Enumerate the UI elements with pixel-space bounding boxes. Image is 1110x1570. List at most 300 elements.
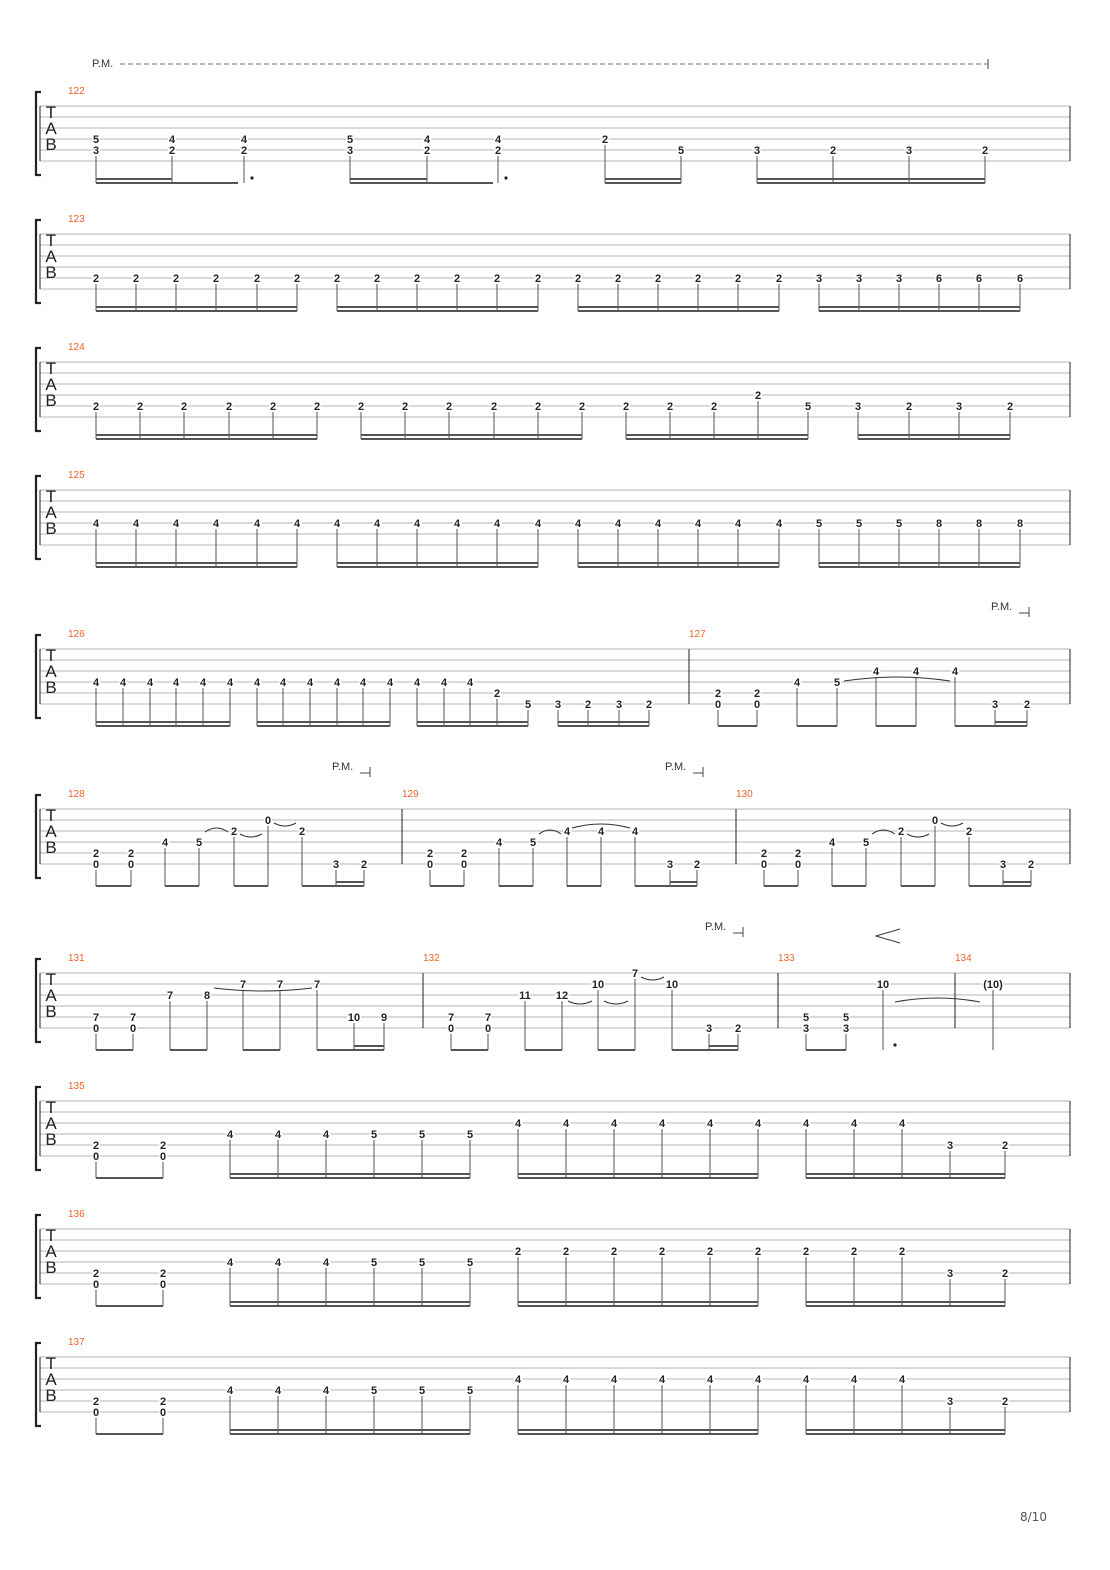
fret-number: 4 <box>951 666 959 678</box>
fret-number: 5 <box>529 837 537 849</box>
fret-number: (10) <box>983 979 1003 991</box>
tab-clef-letter: A <box>45 1242 57 1261</box>
fret-number: 4 <box>274 1129 282 1141</box>
tie-arc <box>240 834 262 837</box>
fret-number: 8 <box>935 518 943 530</box>
fret-number: 2 <box>490 401 498 413</box>
fret-number: 4 <box>453 518 461 530</box>
fret-number: 3 <box>991 699 999 711</box>
fret-number: 4 <box>119 677 127 689</box>
fret-number: 2 <box>1001 1140 1009 1152</box>
fret-number: 4 <box>322 1385 330 1397</box>
fret-number: 3 <box>802 1023 810 1035</box>
tab-clef-letter: B <box>45 1386 57 1405</box>
fret-number: 3 <box>895 273 903 285</box>
fret-number: 2 <box>240 145 248 157</box>
fret-number: 2 <box>92 401 100 413</box>
fret-number: 2 <box>333 273 341 285</box>
measure-number: 128 <box>68 789 85 800</box>
measure-number: 137 <box>68 1337 85 1348</box>
measure-number: 135 <box>68 1081 85 1092</box>
tie-arc <box>641 977 664 980</box>
fret-number: 2 <box>574 273 582 285</box>
fret-number: 4 <box>466 677 474 689</box>
fret-number: 2 <box>981 145 989 157</box>
fret-number: 2 <box>534 273 542 285</box>
fret-number: 4 <box>614 518 622 530</box>
fret-number: 2 <box>514 1246 522 1258</box>
fret-number: 2 <box>584 699 592 711</box>
measure-number: 127 <box>689 629 706 640</box>
fret-number: 4 <box>226 1129 234 1141</box>
tab-clef-letter: A <box>45 375 57 394</box>
tab-system <box>36 1209 1070 1306</box>
fret-number: 2 <box>710 401 718 413</box>
fret-number: 2 <box>313 401 321 413</box>
fret-number: 4 <box>146 677 154 689</box>
fret-number: 4 <box>132 518 140 530</box>
fret-number: 2 <box>180 401 188 413</box>
fret-number: 4 <box>333 677 341 689</box>
fret-number: 2 <box>829 145 837 157</box>
fret-number: 3 <box>332 859 340 871</box>
fret-number: 4 <box>253 518 261 530</box>
fret-number: 2 <box>802 1246 810 1258</box>
measure-number: 131 <box>68 953 85 964</box>
fret-number: 2 <box>172 273 180 285</box>
tab-clef-letter: A <box>45 822 57 841</box>
palm-mute-label: P.M. <box>991 601 1013 613</box>
fret-number: 2 <box>694 273 702 285</box>
tab-clef-letter: A <box>45 986 57 1005</box>
fret-number: 8 <box>1016 518 1024 530</box>
fret-number: 4 <box>226 1385 234 1397</box>
fret-number: 2 <box>754 390 762 402</box>
fret-number: 3 <box>666 859 674 871</box>
fret-number: 2 <box>1027 859 1035 871</box>
tab-system <box>36 342 1070 439</box>
fret-number: 7 <box>313 979 321 991</box>
fret-number: 0 <box>159 1279 167 1291</box>
fret-number: 2 <box>293 273 301 285</box>
fret-number: 4 <box>694 518 702 530</box>
tab-clef-letter: T <box>45 806 57 825</box>
fret-number: 7 <box>447 1012 455 1024</box>
measure-number: 132 <box>423 953 440 964</box>
tab-clef-letter: T <box>45 646 57 665</box>
fret-number: 4 <box>610 1374 618 1386</box>
fret-number: 0 <box>129 1023 137 1035</box>
fret-number: 4 <box>658 1374 666 1386</box>
fret-number: 10 <box>347 1012 361 1024</box>
fret-number: 4 <box>850 1374 858 1386</box>
fret-number: 6 <box>935 273 943 285</box>
tab-clef-letter: T <box>45 1354 57 1373</box>
fret-number: 3 <box>999 859 1007 871</box>
fret-number: 2 <box>413 273 421 285</box>
fret-number: 4 <box>495 837 503 849</box>
fret-number: 2 <box>658 1246 666 1258</box>
fret-number: 2 <box>445 401 453 413</box>
fret-number: 0 <box>159 1407 167 1419</box>
fret-number: 0 <box>92 1279 100 1291</box>
fret-number: 4 <box>333 518 341 530</box>
measure-number: 129 <box>402 789 419 800</box>
fret-number: 5 <box>370 1385 378 1397</box>
tie-arc <box>907 834 929 837</box>
fret-number: 0 <box>714 699 722 711</box>
fret-number: 4 <box>359 677 367 689</box>
fret-number: 2 <box>401 401 409 413</box>
fret-number: 3 <box>346 145 354 157</box>
tab-clef-letter: T <box>45 1098 57 1117</box>
tie-arc <box>844 677 950 681</box>
palm-mute-label: P.M. <box>665 761 687 773</box>
fret-number: 5 <box>815 518 823 530</box>
fret-number: 4 <box>322 1129 330 1141</box>
fret-number: 0 <box>92 859 100 871</box>
fret-number: 4 <box>199 677 207 689</box>
fret-number: 2 <box>92 1396 100 1408</box>
fret-number: 4 <box>240 134 248 146</box>
tab-system <box>36 1081 1070 1178</box>
fret-number: 2 <box>423 145 431 157</box>
fret-number: 4 <box>161 837 169 849</box>
fret-number: 2 <box>269 401 277 413</box>
fret-number: 3 <box>753 145 761 157</box>
fret-number: 4 <box>610 1118 618 1130</box>
fret-number: 5 <box>418 1129 426 1141</box>
fret-number: 2 <box>493 273 501 285</box>
fret-number: 2 <box>92 1140 100 1152</box>
page-number: 8/10 <box>1020 1510 1047 1524</box>
fret-number: 4 <box>898 1118 906 1130</box>
fret-number: 6 <box>1016 273 1024 285</box>
fret-number: 2 <box>794 848 802 860</box>
fret-number: 3 <box>946 1396 954 1408</box>
fret-number: 5 <box>895 518 903 530</box>
fret-number: 5 <box>370 1257 378 1269</box>
fret-number: 7 <box>239 979 247 991</box>
fret-number: 0 <box>931 815 939 827</box>
tab-clef-letter: B <box>45 263 57 282</box>
fret-number: 2 <box>666 401 674 413</box>
fret-number: 3 <box>946 1268 954 1280</box>
fret-number: 0 <box>447 1023 455 1035</box>
fret-number: 6 <box>975 273 983 285</box>
fret-number: 4 <box>562 1118 570 1130</box>
fret-number: 4 <box>754 1374 762 1386</box>
fret-number: 0 <box>92 1407 100 1419</box>
rhythm-dot <box>893 1043 896 1046</box>
fret-number: 5 <box>804 401 812 413</box>
fret-number: 3 <box>705 1023 713 1035</box>
tab-clef-letter: B <box>45 391 57 410</box>
fret-number: 4 <box>373 518 381 530</box>
fret-number: 4 <box>226 1257 234 1269</box>
fret-number: 5 <box>677 145 685 157</box>
fret-number: 2 <box>298 826 306 838</box>
fret-number: 0 <box>760 859 768 871</box>
tie-arc <box>941 823 963 826</box>
fret-number: 4 <box>574 518 582 530</box>
fret-number: 5 <box>802 1012 810 1024</box>
fret-number: 5 <box>92 134 100 146</box>
rhythm-dot <box>504 176 507 179</box>
fret-number: 5 <box>524 699 532 711</box>
fret-number: 4 <box>226 677 234 689</box>
fret-number: 4 <box>423 134 431 146</box>
fret-number: 5 <box>466 1385 474 1397</box>
fret-number: 2 <box>212 273 220 285</box>
fret-number: 0 <box>92 1151 100 1163</box>
fret-number: 2 <box>230 826 238 838</box>
fret-number: 4 <box>168 134 176 146</box>
fret-number: 2 <box>92 1268 100 1280</box>
tab-clef-letter: T <box>45 487 57 506</box>
fret-number: 3 <box>855 273 863 285</box>
fret-number: 4 <box>440 677 448 689</box>
fret-number: 2 <box>601 134 609 146</box>
measure-number: 124 <box>68 342 85 353</box>
fret-number: 5 <box>842 1012 850 1024</box>
fret-number: 5 <box>833 677 841 689</box>
fret-number: 4 <box>850 1118 858 1130</box>
fret-number: 5 <box>418 1385 426 1397</box>
fret-number: 3 <box>854 401 862 413</box>
tab-clef-letter: B <box>45 838 57 857</box>
tab-clef-letter: A <box>45 1370 57 1389</box>
fret-number: 2 <box>610 1246 618 1258</box>
fret-number: 4 <box>802 1374 810 1386</box>
tab-system <box>36 86 1070 183</box>
fret-number: 4 <box>597 826 605 838</box>
fret-number: 8 <box>203 990 211 1002</box>
fret-number: 11 <box>519 990 531 1002</box>
measure-number: 134 <box>955 953 972 964</box>
tab-clef-letter: A <box>45 662 57 681</box>
fret-number: 4 <box>912 666 920 678</box>
fret-number: 4 <box>92 677 100 689</box>
fret-number: 7 <box>484 1012 492 1024</box>
fret-number: 4 <box>172 518 180 530</box>
tab-clef-letter: B <box>45 1258 57 1277</box>
palm-mute-label: P.M. <box>92 58 114 70</box>
fret-number: 4 <box>872 666 880 678</box>
fret-number: 2 <box>850 1246 858 1258</box>
fret-number: 3 <box>842 1023 850 1035</box>
fret-number: 5 <box>346 134 354 146</box>
palm-mute-label: P.M. <box>705 921 727 933</box>
tie-arc <box>604 1001 628 1004</box>
tab-system <box>36 789 1070 886</box>
fret-number: 8 <box>975 518 983 530</box>
fret-number: 2 <box>1001 1268 1009 1280</box>
fret-number: 2 <box>897 826 905 838</box>
fret-number: 3 <box>905 145 913 157</box>
fret-number: 5 <box>855 518 863 530</box>
fret-number: 3 <box>815 273 823 285</box>
tab-clef-letter: A <box>45 247 57 266</box>
fret-number: 2 <box>578 401 586 413</box>
fret-number: 2 <box>693 859 701 871</box>
tab-system <box>36 953 1070 1050</box>
fret-number: 4 <box>514 1374 522 1386</box>
fret-number: 2 <box>494 145 502 157</box>
fret-number: 2 <box>898 1246 906 1258</box>
fret-number: 4 <box>631 826 639 838</box>
fret-number: 4 <box>534 518 542 530</box>
fret-number: 0 <box>127 859 135 871</box>
tab-clef-letter: A <box>45 119 57 138</box>
fret-number: 2 <box>225 401 233 413</box>
fret-number: 2 <box>159 1268 167 1280</box>
fret-number: 2 <box>534 401 542 413</box>
fret-number: 2 <box>159 1140 167 1152</box>
fret-number: 5 <box>466 1257 474 1269</box>
fret-number: 2 <box>92 848 100 860</box>
fret-number: 4 <box>898 1374 906 1386</box>
fret-number: 2 <box>734 273 742 285</box>
fret-number: 7 <box>166 990 174 1002</box>
fret-number: 2 <box>253 273 261 285</box>
fret-number: 4 <box>562 1374 570 1386</box>
fret-number: 4 <box>274 1257 282 1269</box>
fret-number: 4 <box>172 677 180 689</box>
fret-number: 2 <box>426 848 434 860</box>
tab-clef-letter: T <box>45 359 57 378</box>
fret-number: 2 <box>373 273 381 285</box>
fret-number: 2 <box>127 848 135 860</box>
measure-number: 125 <box>68 470 85 481</box>
rhythm-dot <box>250 176 253 179</box>
fret-number: 4 <box>92 518 100 530</box>
fret-number: 4 <box>793 677 801 689</box>
fret-number: 7 <box>631 968 639 980</box>
fret-number: 0 <box>159 1151 167 1163</box>
fret-number: 3 <box>946 1140 954 1152</box>
fret-number: 4 <box>775 518 783 530</box>
fret-number: 2 <box>453 273 461 285</box>
fret-number: 2 <box>760 848 768 860</box>
fret-number: 2 <box>753 688 761 700</box>
fret-number: 5 <box>862 837 870 849</box>
fret-number: 4 <box>754 1118 762 1130</box>
tie-arc <box>214 988 312 991</box>
measure-number: 133 <box>778 953 795 964</box>
fret-number: 4 <box>274 1385 282 1397</box>
fret-number: 5 <box>466 1129 474 1141</box>
fret-number: 0 <box>426 859 434 871</box>
fret-number: 0 <box>794 859 802 871</box>
fret-number: 3 <box>554 699 562 711</box>
tab-system <box>36 214 1070 311</box>
fret-number: 4 <box>514 1118 522 1130</box>
tab-clef-letter: T <box>45 103 57 122</box>
fret-number: 2 <box>706 1246 714 1258</box>
measure-number: 126 <box>68 629 85 640</box>
palm-mute-label: P.M. <box>332 761 354 773</box>
fret-number: 10 <box>876 979 890 991</box>
fret-number: 10 <box>591 979 605 991</box>
fret-number: 4 <box>322 1257 330 1269</box>
fret-number: 5 <box>370 1129 378 1141</box>
tab-system <box>36 1337 1070 1434</box>
fret-number: 4 <box>413 518 421 530</box>
tab-clef-letter: B <box>45 678 57 697</box>
fret-number: 2 <box>614 273 622 285</box>
fret-number: 4 <box>802 1118 810 1130</box>
measure-number: 136 <box>68 1209 85 1220</box>
fret-number: 2 <box>775 273 783 285</box>
fret-number: 2 <box>905 401 913 413</box>
measure-number: 130 <box>736 789 753 800</box>
fret-number: 2 <box>1023 699 1031 711</box>
fret-number: 2 <box>159 1396 167 1408</box>
fret-number: 3 <box>92 145 100 157</box>
fret-number: 2 <box>965 826 973 838</box>
fret-number: 2 <box>357 401 365 413</box>
fret-number: 4 <box>253 677 261 689</box>
fret-number: 3 <box>615 699 623 711</box>
fret-number: 5 <box>418 1257 426 1269</box>
fret-number: 10 <box>665 979 679 991</box>
fret-number: 2 <box>654 273 662 285</box>
fret-number: 4 <box>734 518 742 530</box>
fret-number: 2 <box>493 688 501 700</box>
fret-number: 4 <box>413 677 421 689</box>
fret-number: 2 <box>136 401 144 413</box>
fret-number: 4 <box>654 518 662 530</box>
fret-number: 2 <box>132 273 140 285</box>
fret-number: 4 <box>706 1374 714 1386</box>
fret-number: 2 <box>734 1023 742 1035</box>
fret-number: 4 <box>386 677 394 689</box>
fret-number: 0 <box>460 859 468 871</box>
fret-number: 4 <box>212 518 220 530</box>
measure-number: 122 <box>68 86 85 97</box>
fret-number: 7 <box>129 1012 137 1024</box>
fret-number: 3 <box>955 401 963 413</box>
fret-number: 5 <box>195 837 203 849</box>
fret-number: 2 <box>92 273 100 285</box>
tie-arc <box>895 998 980 1002</box>
fret-number: 0 <box>753 699 761 711</box>
tab-clef-letter: B <box>45 135 57 154</box>
tab-clef-letter: T <box>45 231 57 250</box>
fret-number: 4 <box>658 1118 666 1130</box>
fret-number: 2 <box>645 699 653 711</box>
tab-system <box>36 470 1070 567</box>
tab-clef-letter: B <box>45 1130 57 1149</box>
fret-number: 2 <box>714 688 722 700</box>
crescendo-hairpin <box>876 929 900 943</box>
fret-number: 4 <box>293 518 301 530</box>
fret-number: 0 <box>484 1023 492 1035</box>
fret-number: 4 <box>306 677 314 689</box>
tab-clef-letter: A <box>45 1114 57 1133</box>
fret-number: 0 <box>92 1023 100 1035</box>
fret-number: 2 <box>562 1246 570 1258</box>
fret-number: 2 <box>1001 1396 1009 1408</box>
fret-number: 12 <box>555 990 569 1002</box>
fret-number: 2 <box>168 145 176 157</box>
fret-number: 4 <box>563 826 571 838</box>
fret-number: 4 <box>493 518 501 530</box>
fret-number: 9 <box>380 1012 388 1024</box>
fret-number: 2 <box>360 859 368 871</box>
fret-number: 4 <box>706 1118 714 1130</box>
